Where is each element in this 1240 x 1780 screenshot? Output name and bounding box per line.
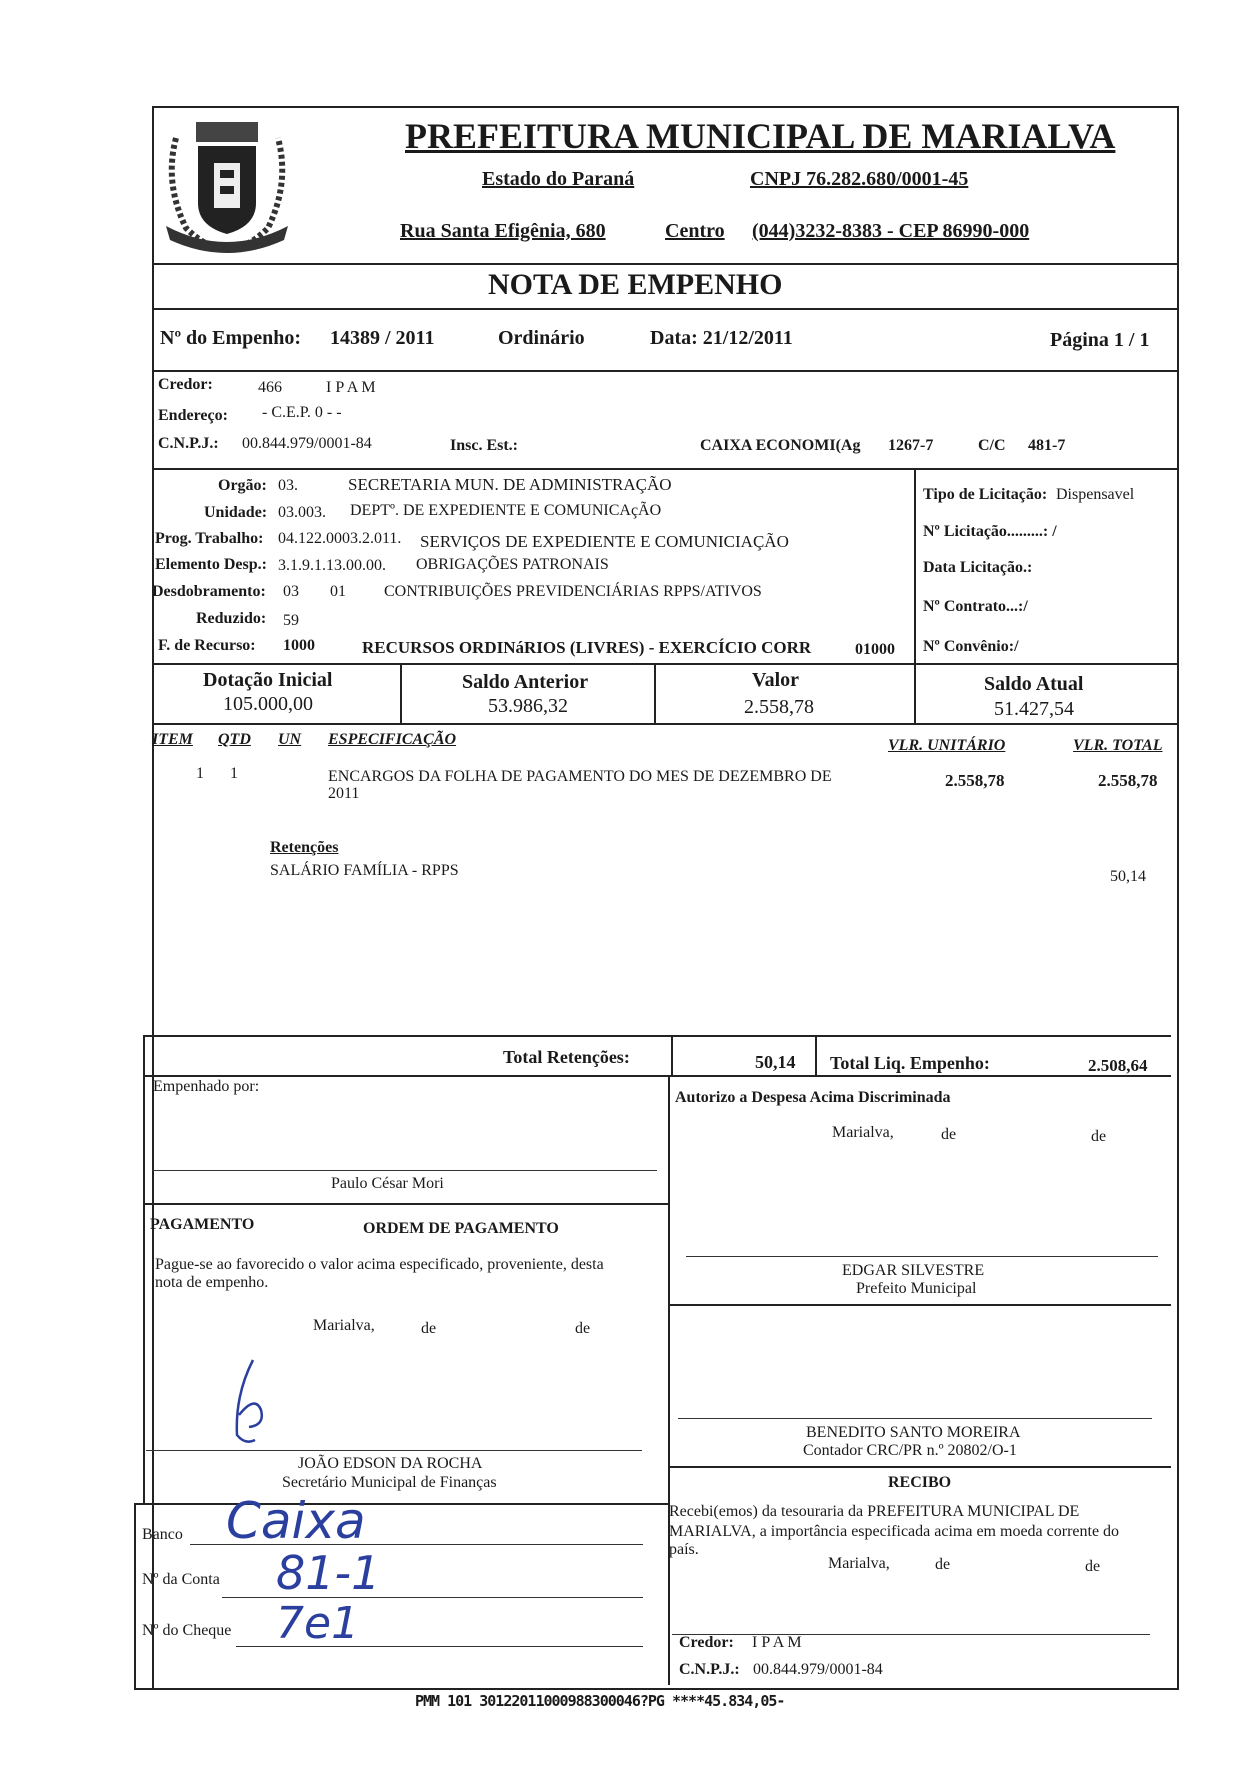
district-label: Centro [665,220,725,242]
signature-line [152,1170,657,1171]
valor-label: Valor [752,669,800,691]
unidade-label: Unidade: [204,504,268,521]
prog-label: Prog. Trabalho: [155,530,264,547]
empenho-type: Ordinário [498,327,585,349]
phone-cep-label: (044)3232-8383 - CEP 86990-000 [752,220,1030,242]
de-1a: de [941,1126,957,1143]
orgao-label: Orgão: [218,477,267,494]
col-especificacao: ESPECIFICAÇÃO [328,731,457,748]
de-2b: de [575,1320,591,1337]
footer-code: PMM 101 30122011000988300046?PG ****45.834,05- [415,1692,785,1710]
handwritten-signature [225,1355,285,1469]
atual-label: Saldo Atual [984,673,1084,695]
desdob-label: Desdobramento: [152,583,266,600]
recurso-label: F. de Recurso: [158,637,256,654]
divider [152,308,1179,310]
recibo-cnpj-value: 00.844.979/0001-84 [753,1661,883,1678]
de-1b: de [1091,1128,1107,1145]
recurso-sub: 01000 [855,641,895,658]
cnpj-credor-value: 00.844.979/0001-84 [242,435,372,452]
col-qtd: QTD [218,731,251,748]
total-liquido-label: Total Liq. Empenho: [830,1053,990,1073]
cc-value: 481-7 [1028,437,1066,454]
de-2a: de [421,1320,437,1337]
retencoes-label: Retenções [270,839,339,856]
col-unitario: VLR. UNITÁRIO [888,737,1006,754]
cnpj-credor-label: C.N.P.J.: [158,435,219,452]
divider [143,1075,1171,1077]
divider [135,1503,668,1505]
signature-line [146,1450,642,1451]
prefeito-cargo: Prefeito Municipal [856,1280,977,1297]
recibo-line2: MARIALVA, a importância especificada acima em moeda corrente do [669,1523,1120,1540]
autorizo-label: Autorizo a Despesa Acima Discriminada [675,1089,951,1106]
divider-vertical [815,1035,817,1075]
orgao-desc: SECRETARIA MUN. DE ADMINISTRAÇÃO [348,475,672,494]
de-3b: de [1085,1558,1101,1575]
col-item: ITEM [152,731,193,748]
divider-vertical [143,1035,145,1503]
col-un: UN [278,731,302,748]
divider [134,1688,1179,1690]
total-retencoes-label: Total Retenções: [503,1047,630,1067]
cheque-handwritten: 7e1 [276,1598,360,1649]
recibo-label: RECIBO [888,1474,952,1491]
signature-line [672,1634,1150,1635]
divider-vertical [134,1503,136,1688]
tipo-licitacao-label: Tipo de Licitação: [923,486,1048,503]
dotacao-value: 105.000,00 [223,693,313,715]
unidade-code: 03.003. [278,504,326,521]
secretario-nome: JOÃO EDSON DA ROCHA [298,1455,483,1472]
tipo-licitacao-value: Dispensavel [1056,486,1135,503]
recibo-credor-value: I P A M [752,1634,802,1651]
empenhado-label: Empenhado por: [153,1078,260,1095]
divider-vertical [671,1035,673,1075]
numero-contrato: Nº Contrato...:/ [923,598,1028,615]
row-item: 1 [196,765,204,782]
cc-label: C/C [978,437,1006,454]
prog-desc: SERVIÇOS DE EXPEDIENTE E COMUNICIAÇÃO [420,532,789,551]
orgao-code: 03. [278,477,298,494]
divider [152,370,1179,372]
recibo-cnpj-label: C.N.P.J.: [679,1661,740,1678]
divider-vertical [914,468,916,663]
conta-handwritten: 81-1 [276,1546,381,1600]
state-label: Estado do Paraná [482,168,635,190]
anterior-label: Saldo Anterior [462,671,589,693]
retencao-valor: 50,14 [1110,868,1146,885]
ordem-label: ORDEM DE PAGAMENTO [363,1220,559,1237]
row-desc: ENCARGOS DA FOLHA DE PAGAMENTO DO MES DE DEZEMBRO DE [328,768,832,785]
prefeito-nome: EDGAR SILVESTRE [842,1262,985,1279]
divider [152,263,1179,265]
credor-label: Credor: [158,376,213,393]
empenho-number: 14389 / 2011 [330,327,435,349]
bank-label: CAIXA ECONOMI(Ag [700,437,861,454]
endereco-value: - C.E.P. 0 - - [262,404,342,421]
insc-est-label: Insc. Est.: [450,437,519,454]
agency-value: 1267-7 [888,437,934,454]
elemento-code: 3.1.9.1.13.00.00. [278,557,386,574]
empenho-date: Data: 21/12/2011 [650,327,793,349]
recurso-desc: RECURSOS ORDINáRIOS (LIVRES) - EXERCÍCIO CORR [362,638,812,657]
retencao-desc: SALÁRIO FAMÍLIA - RPPS [270,862,459,879]
signature-line [678,1418,1152,1419]
recibo-line1: Recebi(emos) da tesouraria da PREFEITURA MUNICIPAL DE [669,1503,1080,1520]
endereco-label: Endereço: [158,407,228,424]
de-3a: de [935,1556,951,1573]
divider-vertical [668,1075,670,1685]
numero-licitacao: Nº Licitação.........: / [923,523,1057,540]
reduzido-label: Reduzido: [196,610,267,627]
desdob-a: 03 [283,583,299,600]
divider [668,1304,1171,1306]
banco-label: Banco [142,1526,183,1543]
page-number: Página 1 / 1 [1050,329,1150,351]
empenhado-nome: Paulo César Mori [331,1175,444,1192]
data-licitacao: Data Licitação.: [923,559,1033,576]
reduzido-value: 59 [283,612,299,629]
conta-label: Nº da Conta [142,1571,220,1588]
credor-code: 466 [258,379,282,396]
divider [668,1466,1171,1468]
divider [143,1203,668,1205]
banco-handwritten: Caixa [226,1492,366,1550]
desdob-desc: CONTRIBUIÇÕES PREVIDENCIÁRIAS RPPS/ATIVOS [384,583,762,600]
divider-vertical [400,663,402,723]
total-liquido-value: 2.508,64 [1088,1056,1148,1075]
pague-se-line1: Pague-se ao favorecido o valor acima especificado, proveniente, desta [155,1256,604,1273]
address-label: Rua Santa Efigênia, 680 [400,220,606,242]
document-title: NOTA DE EMPENHO [488,268,783,301]
coat-of-arms [156,108,298,258]
valor-value: 2.558,78 [744,696,814,718]
row-unit: 2.558,78 [945,771,1005,790]
desdob-b: 01 [330,583,346,600]
divider [143,1035,1171,1037]
divider [152,663,1179,665]
secretario-cargo: Secretário Municipal de Finanças [282,1474,497,1491]
divider [152,468,1179,470]
recibo-credor-label: Credor: [679,1634,734,1651]
row-qtd: 1 [230,765,238,782]
row-total: 2.558,78 [1098,771,1158,790]
local-data-3: Marialva, [828,1555,890,1572]
recibo-line3: país. [669,1541,699,1558]
prog-code: 04.122.0003.2.011. [278,530,402,547]
contador-cargo: Contador CRC/PR n.º 20802/O-1 [803,1442,1017,1459]
divider [152,723,1179,725]
anterior-value: 53.986,32 [488,695,568,717]
row-desc-cont: 2011 [328,785,360,802]
atual-value: 51.427,54 [994,698,1074,720]
divider-vertical [914,663,916,723]
dotacao-label: Dotação Inicial [203,669,333,691]
local-data-2: Marialva, [313,1317,375,1334]
signature-icon [225,1355,285,1455]
col-total: VLR. TOTAL [1073,737,1163,754]
recurso-code: 1000 [283,637,315,654]
numero-convenio: Nº Convênio:/ [923,638,1019,655]
divider-vertical [654,663,656,723]
signature-line [686,1256,1158,1257]
cnpj-label: CNPJ 76.282.680/0001-45 [750,168,969,190]
elemento-desc: OBRIGAÇÕES PATRONAIS [416,556,609,573]
pagamento-label: PAGAMENTO [150,1216,255,1233]
coat-of-arms-icon [156,108,298,258]
page-title: PREFEITURA MUNICIPAL DE MARIALVA [405,116,1116,156]
local-data-1: Marialva, [832,1124,894,1141]
total-retencoes-value: 50,14 [755,1052,796,1072]
pague-se-line2: nota de empenho. [155,1274,269,1291]
unidade-desc: DEPTº. DE EXPEDIENTE E COMUNICAçÃO [350,502,662,519]
empenho-label: Nº do Empenho: [160,327,302,349]
cheque-label: Nº do Cheque [142,1622,232,1639]
contador-nome: BENEDITO SANTO MOREIRA [806,1424,1021,1441]
credor-name: I P A M [326,379,376,396]
elemento-label: Elemento Desp.: [155,556,267,573]
